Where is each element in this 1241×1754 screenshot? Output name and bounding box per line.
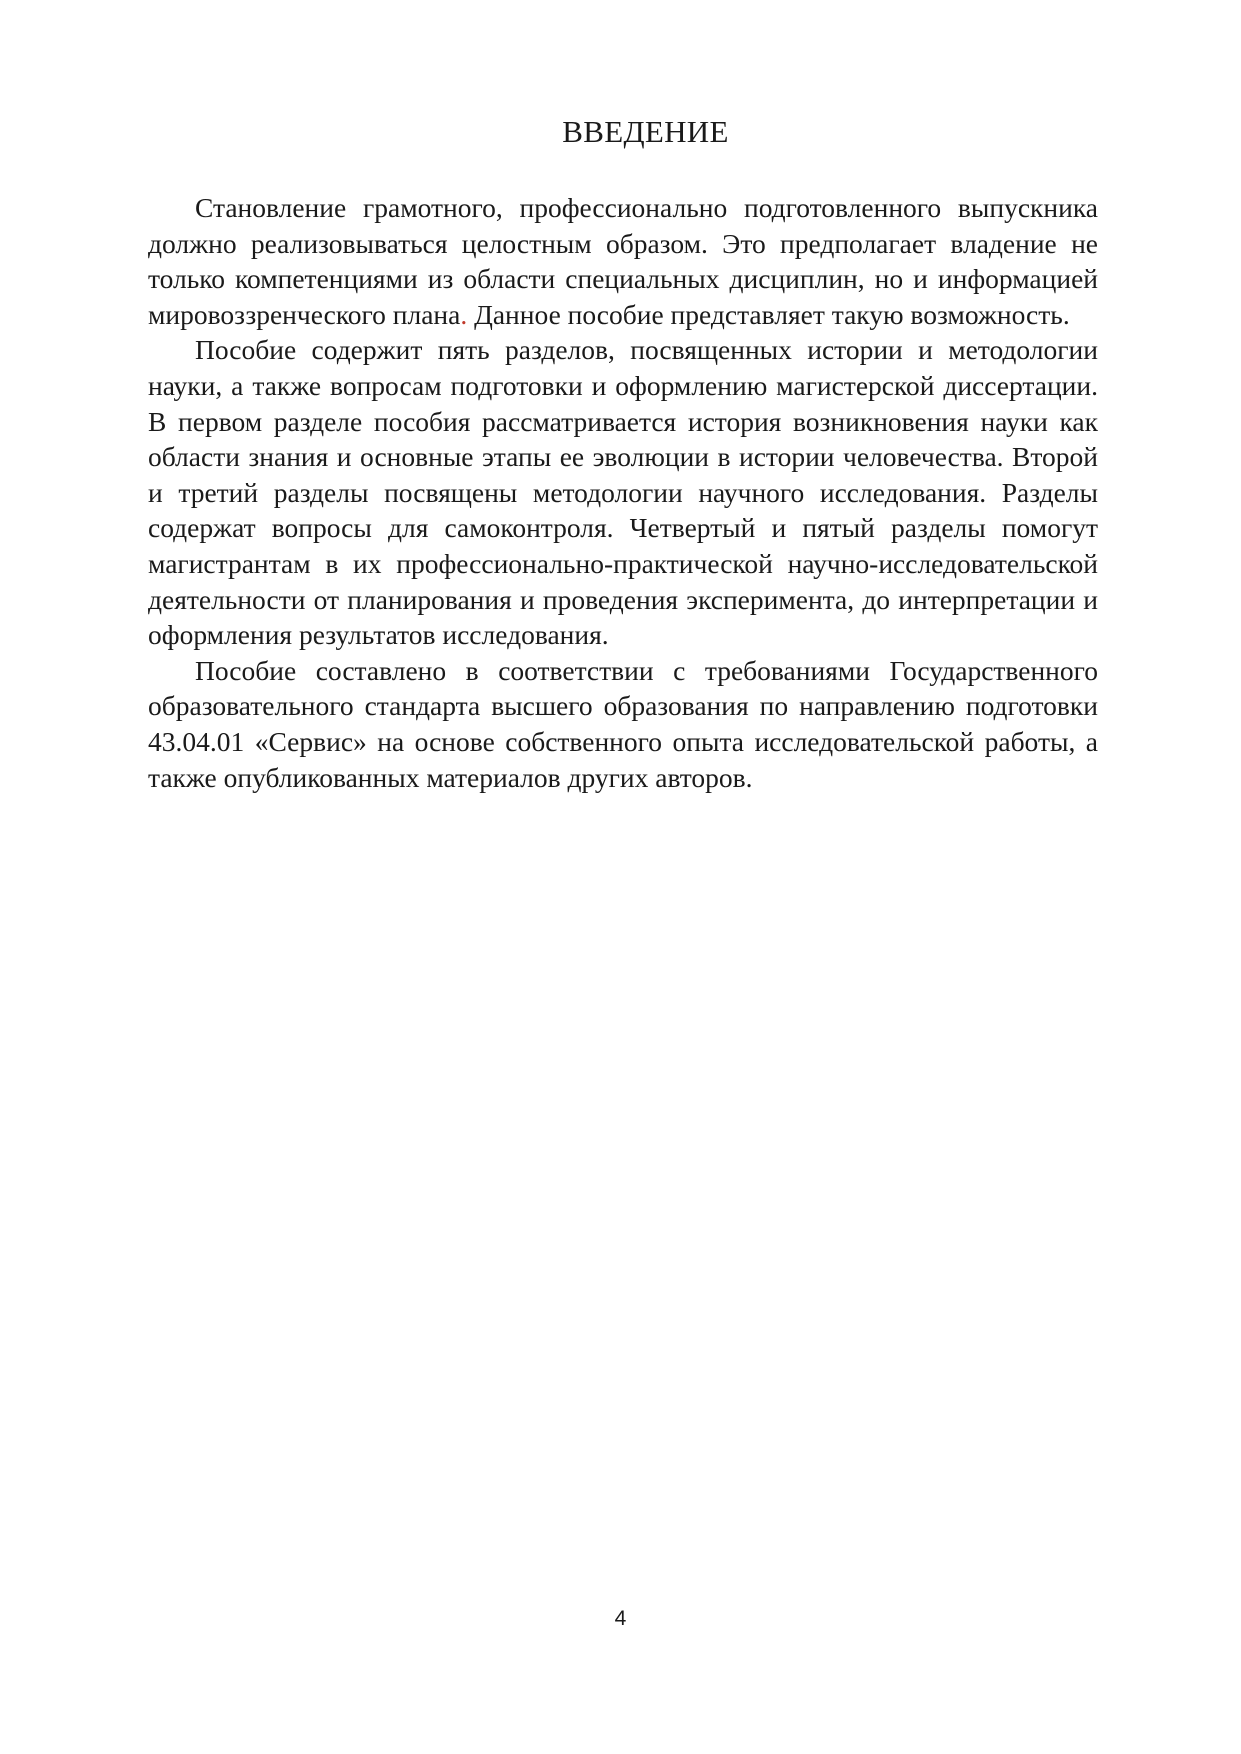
paragraph-2: Пособие содержит пять разделов, посвященных истории и методологии науки, а также вопросам подготовки и оформлению магистерской диссертации. В первом разделе пособия рассматривается история возникновения науки как области знания и основные этапы ее эволюции в истории человечества. Второй и третий разделы посвящены методологии научного исследования. Разделы содержат вопросы для самоконтроля. Четвертый и пятый разделы помогут магистрантам в их профессионально-практической научно-исследовательской деятельности от планирования и проведения эксперимента, до интерпретации и оформления результатов исследования. bbox=[148, 334, 1098, 651]
paragraph-1-text-before: Становление грамотного, профессионально подготовленного выпускника должно реализовываться целостным образом. Это предполагает владение не только компетенциями из области специальных дисциплин, но и информацией мировоззренческого плана bbox=[148, 192, 1098, 330]
paragraph-1 bbox=[148, 190, 1098, 332]
page-number: 4 bbox=[614, 1607, 627, 1630]
paragraph-3: Пособие составлено в соответствии с требованиями Государственного образовательного стандарта высшего образования по направлению подготовки 43.04.01 «Сервис» на основе собственного опыта исследовательской работы, а также опубликованных материалов других авторов. bbox=[148, 654, 1098, 793]
page-title: ВВЕДЕНИЕ bbox=[562, 114, 729, 149]
paragraph-1-red-dot: . bbox=[460, 298, 468, 330]
paragraph-1-text-after: Данное пособие представляет такую возможность. bbox=[467, 298, 1070, 330]
intro-body bbox=[148, 190, 1098, 795]
